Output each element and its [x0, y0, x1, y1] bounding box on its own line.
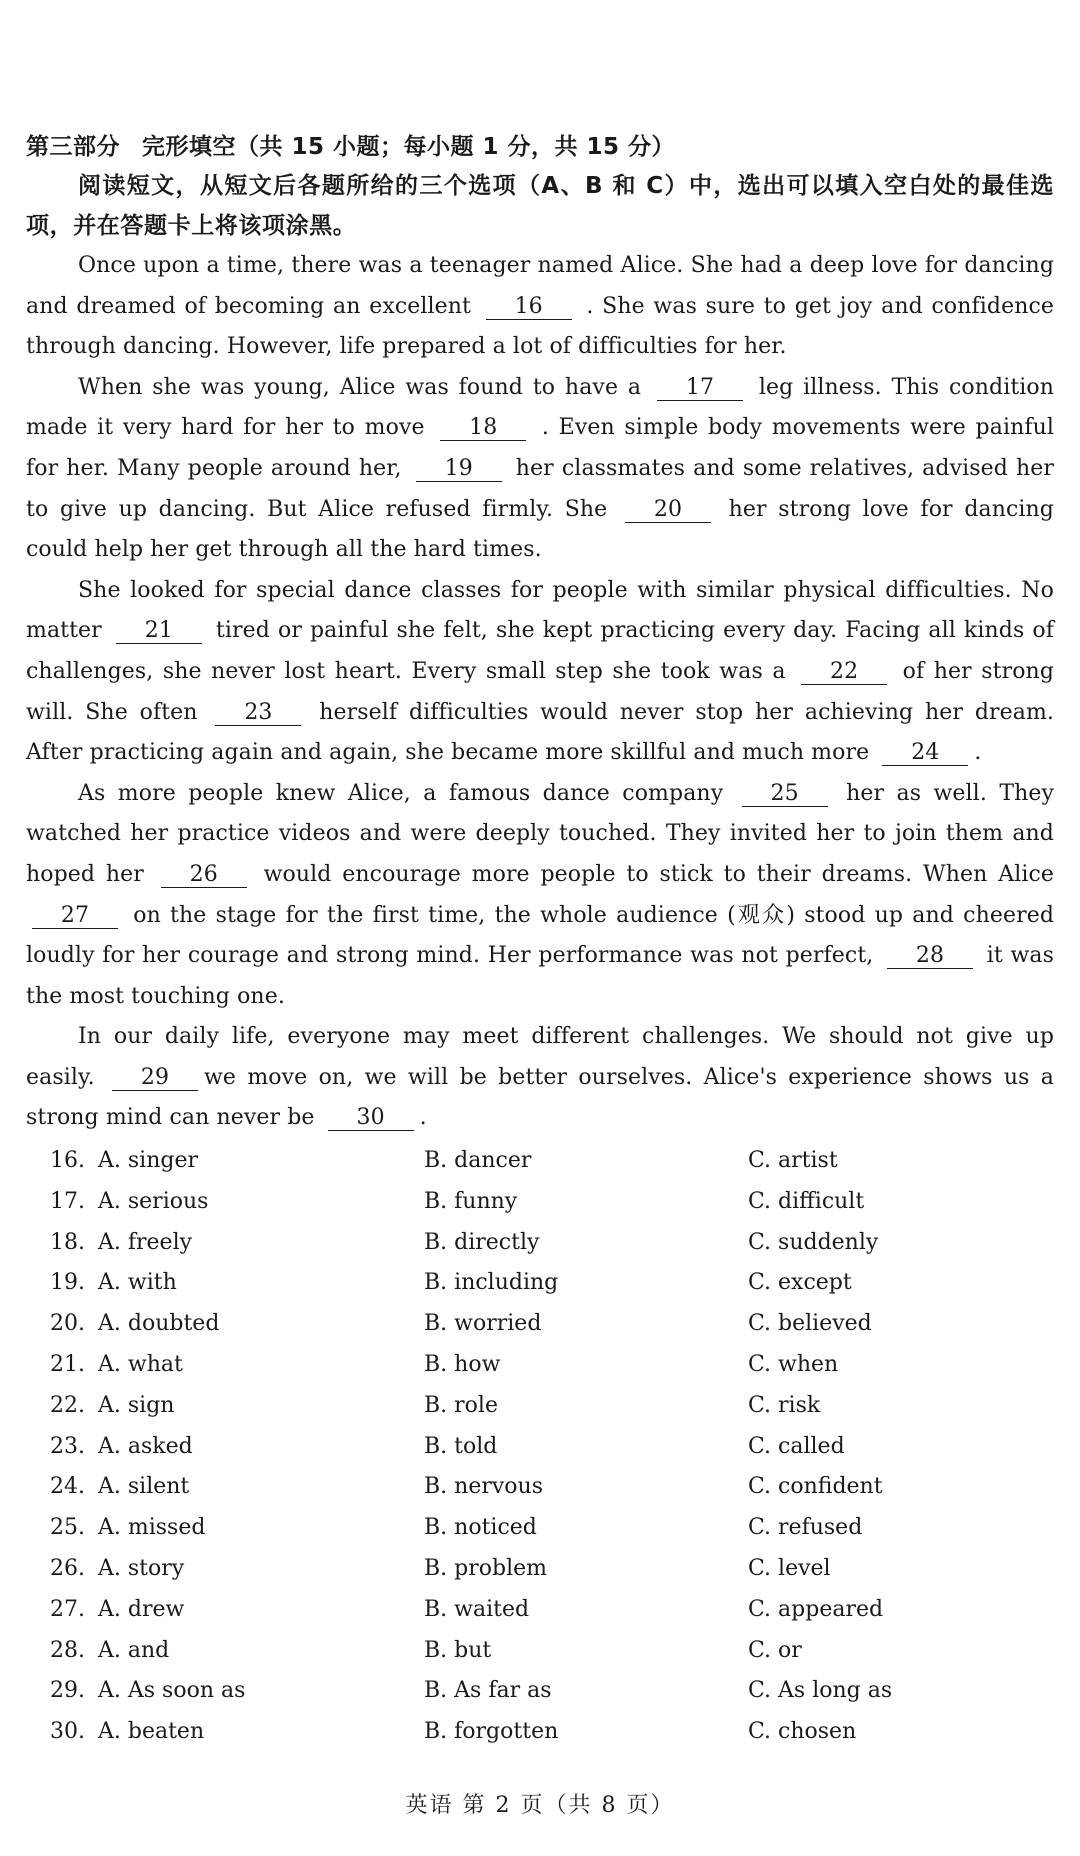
question-number: 16. [50, 1148, 85, 1174]
option-c: C. believed [748, 1311, 872, 1337]
passage-paragraph-4: As more people knew Alice, a famous dance company 25 her as well. They watched her practice videos and were deeply touched. They invited her to join them and hoped her 26 would encourage more people to stick to their dreams. When Alice 27 on the stage for the first time, the whole audience (观众) stood up and cheered loudly for her courage and strong mind. Her performance was not perfect, 28 it was the most touching one. [26, 780, 1055, 1009]
option-b: B. told [424, 1433, 498, 1459]
option-a: A. freely [98, 1229, 193, 1255]
passage-paragraph-1: Once upon a time, there was a teenager named Alice. She had a deep love for dancing and dreamed of becoming an excellent 16 . She was sure to get joy and confidence through dancing. However, life prepared a lot of difficulties for her. [26, 253, 1055, 360]
option-row-29 [26, 1671, 1054, 1712]
option-row-23 [26, 1427, 1054, 1468]
section-part-label: 第三部分 [26, 134, 120, 160]
option-a: A. serious [98, 1188, 209, 1214]
question-number: 29. [50, 1678, 85, 1704]
blank-18: 18 [440, 416, 526, 441]
instructions: 阅读短文，从短文后各题所给的三个选项（A、B 和 C）中，选出可以填入空白处的最佳选项，并在答题卡上将该项涂黑。 [26, 173, 1054, 239]
option-a: A. drew [98, 1596, 185, 1622]
option-row-27 [26, 1590, 1054, 1631]
option-row-30 [26, 1712, 1054, 1753]
option-a: A. doubted [98, 1311, 220, 1337]
option-c: C. risk [748, 1392, 821, 1418]
option-a: A. story [98, 1556, 185, 1582]
option-a: A. what [98, 1352, 183, 1378]
option-row-25 [26, 1508, 1054, 1549]
page-footer: 英语 第 2 页（共 8 页） [405, 1793, 675, 1818]
passage [26, 246, 1054, 1139]
blank-29: 29 [112, 1066, 198, 1091]
blank-17: 17 [657, 376, 743, 401]
section-title: 完形填空（共 15 小题；每小题 1 分，共 15 分） [142, 134, 676, 160]
option-a: A. asked [98, 1433, 193, 1459]
question-number: 19. [50, 1270, 85, 1296]
option-b: B. including [424, 1270, 559, 1296]
option-b: B. dancer [424, 1148, 532, 1174]
option-c: C. called [748, 1433, 845, 1459]
option-b: B. worried [424, 1311, 542, 1337]
option-b: B. problem [424, 1556, 547, 1582]
blank-26: 26 [161, 863, 247, 888]
blank-28: 28 [887, 944, 973, 969]
option-b: B. funny [424, 1188, 518, 1214]
question-number: 28. [50, 1637, 85, 1663]
option-row-21 [26, 1345, 1054, 1386]
option-a: A. with [98, 1270, 177, 1296]
option-c: C. confident [748, 1474, 883, 1500]
option-c: C. As long as [748, 1678, 893, 1704]
option-c: C. difficult [748, 1188, 865, 1214]
blank-25: 25 [742, 782, 828, 807]
option-row-22 [26, 1386, 1054, 1427]
option-c: C. suddenly [748, 1229, 879, 1255]
question-number: 24. [50, 1474, 85, 1500]
option-row-20 [26, 1304, 1054, 1345]
option-b: B. nervous [424, 1474, 543, 1500]
option-b: B. role [424, 1392, 498, 1418]
option-a: A. As soon as [98, 1678, 246, 1704]
option-c: C. except [748, 1270, 852, 1296]
option-c: C. artist [748, 1148, 838, 1174]
blank-22: 22 [801, 660, 887, 685]
option-b: B. forgotten [424, 1719, 559, 1745]
option-b: B. how [424, 1352, 501, 1378]
option-a: A. and [98, 1637, 170, 1663]
option-row-16 [26, 1141, 1054, 1182]
blank-24: 24 [882, 741, 968, 766]
passage-paragraph-2: When she was young, Alice was found to have a 17 leg illness. This condition made it very hard for her to move 18 . Even simple body movements were painful for her. Many people around her, 19 her classmates and some relatives, advised her to give up dancing. But Alice refused firmly. She 20 her strong love for dancing could help her get through all the hard times. [26, 374, 1055, 563]
option-a: A. beaten [98, 1719, 205, 1745]
option-b: B. As far as [424, 1678, 552, 1704]
option-row-19 [26, 1263, 1054, 1304]
question-number: 17. [50, 1188, 85, 1214]
option-b: B. but [424, 1637, 492, 1663]
blank-21: 21 [116, 619, 202, 644]
blank-19: 19 [416, 457, 502, 482]
option-b: B. noticed [424, 1515, 537, 1541]
blank-27: 27 [32, 904, 118, 929]
blank-23: 23 [215, 701, 301, 726]
option-c: C. chosen [748, 1719, 857, 1745]
option-c: C. appeared [748, 1596, 884, 1622]
question-number: 27. [50, 1596, 85, 1622]
option-row-17 [26, 1182, 1054, 1223]
option-row-28 [26, 1631, 1054, 1672]
option-b: B. waited [424, 1596, 530, 1622]
answer-options [26, 1141, 1054, 1753]
option-c: C. or [748, 1637, 802, 1663]
blank-16: 16 [486, 295, 572, 320]
question-number: 18. [50, 1229, 85, 1255]
section-header [26, 128, 1054, 166]
question-number: 23. [50, 1433, 85, 1459]
option-a: A. sign [98, 1392, 175, 1418]
option-row-24 [26, 1467, 1054, 1508]
option-c: C. refused [748, 1515, 863, 1541]
option-b: B. directly [424, 1229, 540, 1255]
question-number: 22. [50, 1392, 85, 1418]
question-number: 20. [50, 1311, 85, 1337]
option-a: A. missed [98, 1515, 206, 1541]
question-number: 21. [50, 1352, 85, 1378]
passage-paragraph-5: In our daily life, everyone may meet different challenges. We should not give up easily. 29 we move on, we will be better ourselves. Alice's experience shows us a strong mind can never be 30 . [26, 1024, 1054, 1131]
question-number: 26. [50, 1556, 85, 1582]
question-number: 25. [50, 1515, 85, 1541]
option-row-26 [26, 1549, 1054, 1590]
passage-paragraph-3: She looked for special dance classes for people with similar physical difficulties. No matter 21 tired or painful she felt, she kept practicing every day. Facing all kinds of challenges, she never lost heart. Every small step she took was a 22 of her strong will. She often 23 herself difficulties would never stop her achieving her dream. After practicing again and again, she became more skillful and much more 24 . [26, 577, 1055, 766]
question-number: 30. [50, 1719, 85, 1745]
option-c: C. level [748, 1556, 831, 1582]
option-row-18 [26, 1223, 1054, 1264]
option-a: A. silent [98, 1474, 190, 1500]
blank-20: 20 [625, 498, 711, 523]
option-c: C. when [748, 1352, 839, 1378]
option-a: A. singer [98, 1148, 198, 1174]
blank-30: 30 [328, 1106, 414, 1131]
